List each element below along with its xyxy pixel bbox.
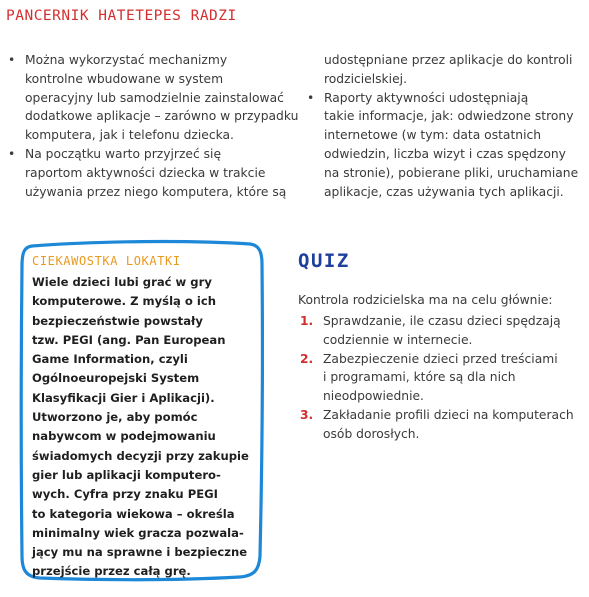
answer-text-line: Zakładanie profili dzieci na komputerach [323,407,574,422]
quiz-answer [298,312,574,350]
curiosity-text-line: Klasyfikacji Gier i Aplikacji). [32,390,215,405]
curiosity-text-line: nabywcom w podejmowaniu [32,429,216,444]
quiz-answer [298,350,574,406]
bullet-item [305,89,587,202]
answer-text-line: nieodpowiednie. [323,389,424,404]
bullet-text-line: raportom aktywności dziecka w trakcie [25,165,266,180]
bullet-item [305,51,587,89]
curiosity-text-line: wych. Cyfra przy znaku PEGI [32,487,218,502]
curiosity-text-line: minimalny wiek gracza pozwala- [32,525,244,540]
curiosity-text-line: bezpieczeństwie powstały [32,313,203,328]
bullet-text-line: na stronie), pobierane pliki, uruchamiane [324,165,579,180]
bullet-text-line: udostępniane przez aplikacje do kontroli [324,53,573,67]
curiosity-box [18,238,264,582]
bullet-item [6,145,288,201]
right-column-bullets [305,51,587,201]
bullet-text-line: kontrolne wbudowane w system [25,71,224,86]
bullet-text-line: komputera, jak i telefonu dziecka. [25,128,234,143]
answer-text-line: codziennie w internecie. [323,332,473,347]
bullet-text-line: dodatkowe aplikacje – zarówno w przypadku [25,109,299,124]
bullet-text-line: aplikacje, czas używania tych aplikacji. [324,184,564,199]
answer-text-line: osób dorosłych. [323,426,420,441]
answer-text-line: Zabezpieczenie dzieci przed treściami [323,351,558,366]
curiosity-text-line: Ogólnoeuropejski System [32,371,200,386]
curiosity-text-line: świadomych decyzji przy zakupie [32,448,249,463]
bullet-text-line: • Raporty aktywności udostępniają [324,90,529,105]
section-title: PANCERNIK HATETEPES RADZI [6,8,237,24]
curiosity-text-line: przejście przez całą grę. [32,564,191,579]
curiosity-text-line: Utworzono je, aby pomóc [32,410,198,425]
curiosity-text-line: Wiele dzieci lubi grać w gry [32,275,212,289]
answer-number: 1. [300,314,314,328]
curiosity-text [32,273,249,582]
curiosity-text-line: tzw. PEGI (ang. Pan European [32,332,226,347]
bullet-text-line: internetowe (w tym: data ostatnich [324,128,542,143]
curiosity-text-line: jący mu na sprawne i bezpieczne [32,545,248,560]
bullet-text-line: • Na początku warto przyjrzeć się [25,146,222,161]
answer-text-line: i programami, które są dla nich [323,370,516,385]
bullet-text-line: rodzicielskiej. [324,71,407,86]
quiz-answers [298,312,574,444]
quiz-answer [298,406,574,444]
answer-text-line: Sprawdzanie, ile czasu dzieci spędzają [323,314,561,328]
bullet-item [6,51,299,145]
bullet-text-line: • Można wykorzystać mechanizmy [25,53,228,67]
curiosity-text-line: Game Information, czyli [32,352,188,367]
answer-number: 2. [300,351,314,366]
curiosity-text-line: to kategoria wiekowa – określa [32,506,235,521]
curiosity-text-line: komputerowe. Z myślą o ich [32,294,217,309]
bullet-text-line: takie informacje, jak: odwiedzone strony [324,109,574,124]
left-column-bullets [6,51,299,201]
curiosity-text-line: gier lub aplikacji komputero- [32,467,221,482]
quiz-question: Kontrola rodzicielska ma na celu głównie: [298,293,553,307]
quiz-title: QUIZ [298,250,350,272]
answer-number: 3. [300,407,314,422]
bullet-text-line: operacyjny lub samodzielnie zainstalować [25,90,284,105]
curiosity-title: CIEKAWOSTKA LOKATKI [32,254,181,268]
bullet-text-line: używania przez niego komputera, które są [25,184,287,199]
bullet-text-line: odwiedzin, liczba wizyt i czas spędzony [324,146,566,161]
